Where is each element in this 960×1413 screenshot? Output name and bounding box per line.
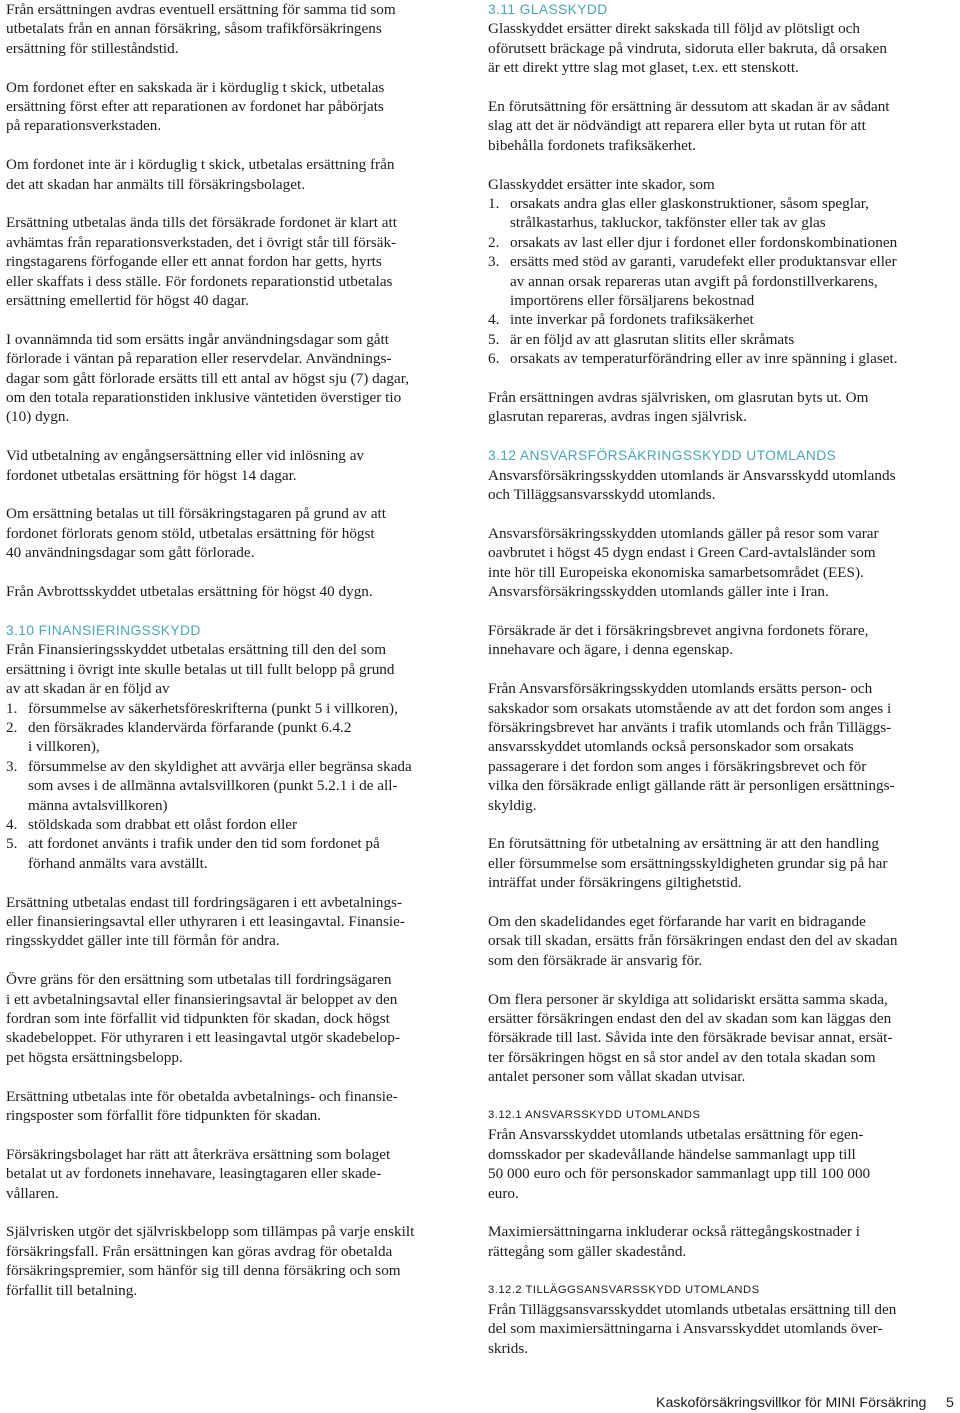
paragraph: Om fordonet inte är i körduglig t skick, utbetalas ersättning från det att skadan har anmälts till försäkringsbolaget. bbox=[6, 156, 395, 193]
list-text: orsakats av temperaturförändring eller av inre spänning i glaset. bbox=[510, 350, 898, 368]
list-text: den försäkrades klandervärda förfarande (punkt 6.4.2 i villkoren), bbox=[28, 718, 352, 756]
paragraph: Från Ansvarsskyddet utomlands utbetalas ersättning för egen- domsskador per skadevållande händelse sammanlagt upp till 50 000 euro och för personskador sammanlagt upp till 100 000 euro. bbox=[488, 1126, 871, 1202]
paragraph: Från Avbrottsskyddet utbetalas ersättning för högst 40 dygn. bbox=[6, 583, 373, 601]
list-item bbox=[488, 330, 934, 349]
paragraph: Från ersättningen avdras eventuell ersättning för samma tid som utbetalats från en annan försäkring, såsom trafikförsäkringens ersättning för stilleståndstid. bbox=[6, 1, 396, 57]
paragraph: Ansvarsförsäkringsskydden utomlands är Ansvarsskydd utomlands och Tilläggsansvarsskydd utomlands. bbox=[488, 466, 896, 504]
paragraph: Från Ansvarsförsäkringsskydden utomlands ersätts person- och sakskador som orsakats utomstående av att det fordon som anges i försäkringsbrevet har använts i trafik utomlands och från Tilläggs- ansvarsskyddet utomlands också personskador som orsakats passagerare i det fordon som anges i försäkringsbrevet och för vilka den försäkrade enligt gällande rätt är personligen ersättnings- skyldig. bbox=[488, 680, 895, 814]
list-number: 6. bbox=[488, 350, 500, 368]
list-item bbox=[6, 699, 440, 718]
list-item bbox=[488, 349, 934, 368]
list-text: inte inverkar på fordonets trafiksäkerhet bbox=[510, 311, 754, 329]
list-text: är en följd av att glasrutan slitits eller skråmats bbox=[510, 330, 795, 348]
subsection-heading-3-12-1: 3.12.1 ANSVARSSKYDD UTOMLANDS bbox=[488, 1108, 701, 1121]
list-number: 2. bbox=[6, 718, 18, 736]
list-item bbox=[6, 815, 440, 834]
list-number: 3. bbox=[488, 253, 500, 271]
paragraph: Självrisken utgör det självriskbelopp som tillämpas på varje enskilt försäkringsfall. Från ersättningen kan göras avdrag för obetalda försäkringspremier, som hänför sig till denna försäkring och som förfallit till betalning. bbox=[6, 1223, 415, 1299]
paragraph: Försäkringsbolaget har rätt att återkräva ersättning som bolaget betalat ut av fordonets innehavare, leasingtagaren eller skade- vållaren. bbox=[6, 1145, 391, 1202]
list-item bbox=[6, 757, 440, 815]
list-number: 2. bbox=[488, 233, 500, 251]
numbered-list bbox=[488, 194, 934, 369]
list-item bbox=[488, 310, 934, 329]
page-footer bbox=[656, 1394, 956, 1412]
footer-title: Kaskoförsäkringsvillkor för MINI Försäkring bbox=[656, 1395, 927, 1411]
list-text: försummelse av säkerhetsföreskrifterna (punkt 5 i villkoren), bbox=[28, 699, 398, 717]
section-heading-3-11: 3.11 GLASSKYDD bbox=[488, 2, 608, 17]
paragraph: Maximiersättningarna inkluderar också rättegångskostnader i rättegång som gäller skadestånd. bbox=[488, 1223, 860, 1260]
paragraph: Ersättning utbetalas inte för obetalda avbetalnings- och finansie- ringsposter som förfallit före tidpunkten för skadan. bbox=[6, 1087, 398, 1124]
paragraph: Om den skadelidandes eget förfarande har varit en bidragande orsak till skadan, ersätts från försäkringen endast den del av skadan som den försäkrade är ansvarig för. bbox=[488, 912, 898, 969]
paragraph: I ovannämnda tid som ersätts ingår användningsdagar som gått förlorade i väntan på reparation eller reservdelar. Användnings- dagar som gått förlorade ersätts till ett antal av högst sju (7) dagar, om den totala reparationstiden inklusive väntetiden överstiger tio (10) dygn. bbox=[6, 330, 410, 426]
paragraph: Från ersättningen avdras självrisken, om glasrutan byts ut. Om glasrutan repareras, avdras ingen självrisk. bbox=[488, 389, 869, 426]
list-text: försummelse av den skyldighet att avvärja eller begränsa skada som avses i de allmänna avtalsvillkoren (punkt 5.2.1 i de all- männa avtalsvillkoren) bbox=[28, 757, 412, 814]
list-text: ersätts med stöd av garanti, varudefekt eller produktansvar eller av annan orsak repareras utan avgift på fordonstillverkarens, importörens eller försäljarens bekostnad bbox=[510, 253, 897, 310]
paragraph: Om flera personer är skyldiga att solidariskt ersätta samma skada, ersätter försäkringen endast den del av skadan som kan läggas den försäkrade till last. Såvida inte den försäkrade bevisar annat, ersät- ter försäkringen högst en så stor andel av den totala skadan som antalet personer som vållat skadan utvisar. bbox=[488, 990, 893, 1086]
paragraph: Ansvarsförsäkringsskydden utomlands gäller på resor som varar oavbrutet i högst 45 dygn endast i Green Card-avtalsländer som inte hör till Europeiska ekonomiska samarbetsområdet (EES). Ansvarsförsäkringsskydden utomlands gäller inte i Iran. bbox=[488, 524, 879, 601]
section-heading-3-12: 3.12 ANSVARSFÖRSÄKRINGSSKYDD UTOMLANDS bbox=[488, 448, 837, 464]
list-number: 1. bbox=[6, 699, 18, 717]
paragraph: Om fordonet efter en sakskada är i körduglig t skick, utbetalas ersättning först efter att reparationen av fordonet har påbörjats på reparationsverkstaden. bbox=[6, 78, 385, 135]
paragraph: Ersättning utbetalas ända tills det försäkrade fordonet är klart att avhämtas från reparationsverkstaden, det i övrigt står till försäk- ringstagarens förfogande eller ett annat fordon har getts, hyrts eller skaffats i dess ställe. För fordonets reparationstid utbetalas ersättning emellertid för högst 40 dagar. bbox=[6, 214, 397, 310]
list-number: 3. bbox=[6, 757, 18, 775]
paragraph: Glasskyddet ersätter inte skador, som bbox=[488, 175, 715, 193]
list-item bbox=[6, 834, 440, 873]
paragraph: Om ersättning betalas ut till försäkringstagaren på grund av att fordonet förlorats genom stöld, utbetalas ersättning för högst 40 användningsdagar som gått förlorade. bbox=[6, 505, 386, 562]
list-item bbox=[6, 718, 440, 757]
page-number: 5 bbox=[946, 1395, 954, 1411]
list-number: 5. bbox=[6, 835, 18, 853]
paragraph: En förutsättning för ersättning är dessutom att skadan är av sådant slag att det är nödvändigt att reparera eller byta ut rutan för att bibehålla fordonets trafiksäkerhet. bbox=[488, 98, 890, 154]
paragraph: Glasskyddet ersätter direkt sakskada till följd av plötsligt och oförutsett bräckage på vindruta, sidoruta eller bakruta, då orsaken är ett direkt yttre slag mot glaset, t.ex. ett stenskott. bbox=[488, 20, 887, 77]
paragraph: Ersättning utbetalas endast till fordringsägaren i ett avbetalnings- eller finansieringsavtal eller uthyraren i ett leasingavtal. Finansie- ringsskyddet gäller inte till förmån för andra. bbox=[6, 893, 405, 950]
section-heading-3-10: 3.10 FINANSIERINGSSKYDD bbox=[6, 622, 201, 638]
paragraph: En förutsättning för utbetalning av ersättning är att den handling eller försummelse som ersättningsskyldigheten grundar sig på har inträffat under försäkringens giltighetstid. bbox=[488, 835, 888, 892]
list-number: 1. bbox=[488, 195, 500, 213]
paragraph: Från Tilläggsansvarsskyddet utomlands utbetalas ersättning till den del som maximiersättningarna i Ansvarsskyddet utomlands över- skrids. bbox=[488, 1301, 897, 1357]
paragraph: Vid utbetalning av engångsersättning eller vid inlösning av fordonet utbetalas ersättning för högst 14 dagar. bbox=[6, 447, 365, 484]
right-column bbox=[488, 0, 934, 1358]
paragraph: Försäkrade är det i försäkringsbrevet angivna fordonets förare, innehavare och ägare, i denna egenskap. bbox=[488, 621, 869, 659]
paragraph: Övre gräns för den ersättning som utbetalas till fordringsägaren i ett avbetalningsavtal eller finansieringsavtal är beloppet av den fordran som inte förfallit vid tidpunkten för skadan, dock högst skadebeloppet. För uthyraren i ett leasingavtal utgör skadebelop- pet högsta ersättningsbelopp. bbox=[6, 971, 400, 1066]
list-item bbox=[488, 252, 934, 310]
list-text: orsakats andra glas eller glaskonstruktioner, såsom speglar, strålkastarhus, takluckor, takfönster eller tak av glas bbox=[510, 195, 869, 232]
numbered-list bbox=[6, 699, 440, 874]
list-text: att fordonet använts i trafik under den tid som fordonet på förhand anmälts vara avställt. bbox=[28, 835, 380, 872]
subsection-heading-3-12-2: 3.12.2 TILLÄGGSANSVARSSKYDD UTOMLANDS bbox=[488, 1283, 760, 1296]
left-column bbox=[6, 0, 440, 1319]
list-number: 4. bbox=[488, 311, 500, 329]
list-number: 5. bbox=[488, 330, 500, 348]
list-text: orsakats av last eller djur i fordonet eller fordonskombinationen bbox=[510, 233, 898, 251]
list-number: 4. bbox=[6, 815, 18, 833]
list-text: stöldskada som drabbat ett olåst fordon eller bbox=[28, 815, 298, 833]
list-item bbox=[488, 233, 934, 252]
list-item bbox=[488, 194, 934, 233]
paragraph: Från Finansieringsskyddet utbetalas ersättning till den del som ersättning i övrigt inte skulle betalas ut till fullt belopp på grund av att skadan är en följd av bbox=[6, 641, 395, 698]
